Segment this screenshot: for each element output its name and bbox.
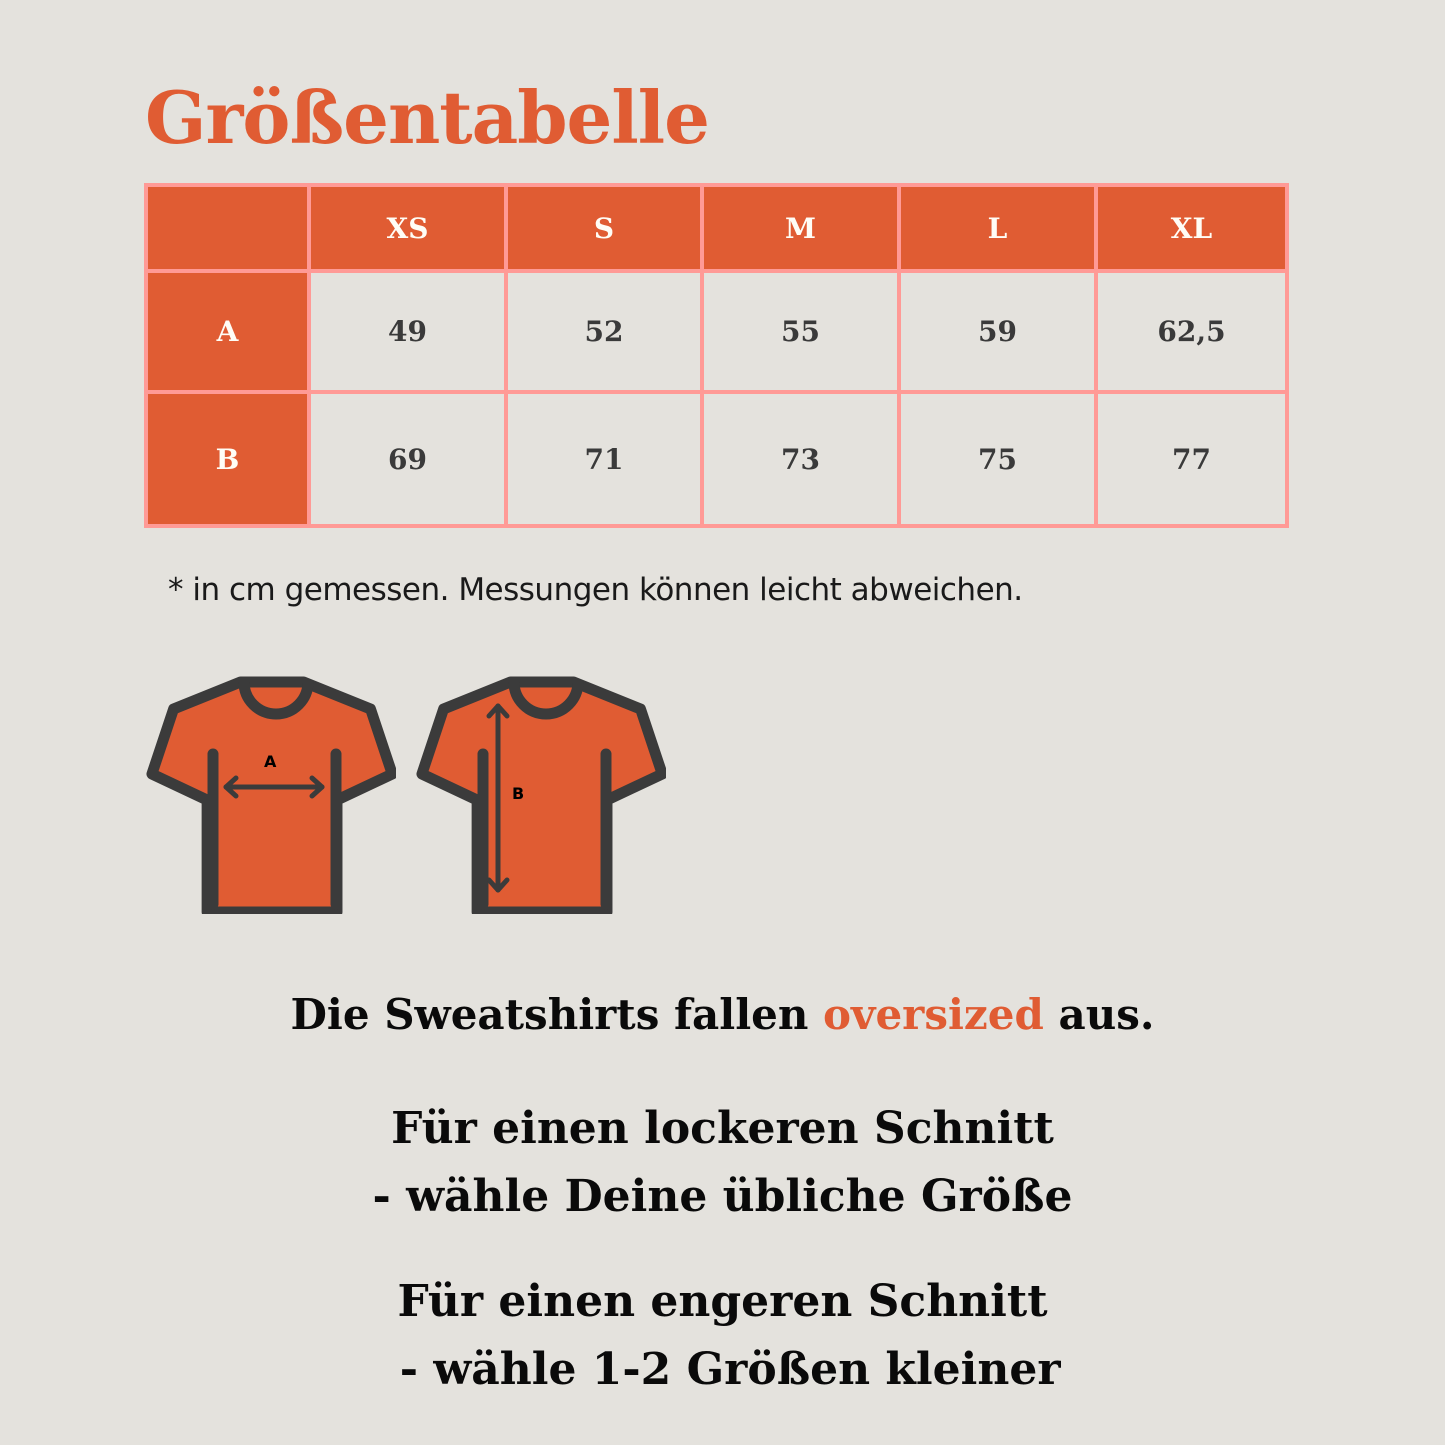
row-header-b: B: [146, 392, 309, 526]
tight-fit-instruction: - wähle 1-2 Größen kleiner: [384, 1344, 1061, 1395]
size-table: [144, 183, 1289, 528]
table-row: [146, 392, 1287, 526]
cell-a-xs: 49: [309, 271, 506, 392]
loose-fit-instruction: - wähle Deine übliche Größe: [372, 1171, 1073, 1222]
oversized-notice: [0, 990, 1445, 1039]
loose-fit-advice: [0, 1095, 1445, 1231]
cell-a-m: 55: [702, 271, 899, 392]
cell-a-xl: 62,5: [1096, 271, 1287, 392]
cell-b-l: 75: [899, 392, 1096, 526]
tshirt-width-icon: [146, 674, 396, 914]
table-header-row: [146, 185, 1287, 271]
oversized-highlight: oversized: [823, 990, 1044, 1039]
measure-label-a: A: [264, 752, 277, 771]
corner-cell: [146, 185, 309, 271]
tshirt-length-icon: [416, 674, 666, 914]
column-header-l: L: [899, 185, 1096, 271]
cell-b-xs: 69: [309, 392, 506, 526]
cell-a-s: 52: [506, 271, 702, 392]
column-header-m: M: [702, 185, 899, 271]
page-title: Größentabelle: [145, 75, 709, 160]
measure-label-b: B: [512, 784, 525, 803]
cell-b-m: 73: [702, 392, 899, 526]
measurement-note: * in cm gemessen. Messungen können leicht abweichen.: [168, 572, 1023, 608]
column-header-s: S: [506, 185, 702, 271]
table-row: [146, 271, 1287, 392]
column-header-xs: XS: [309, 185, 506, 271]
row-header-a: A: [146, 271, 309, 392]
oversized-notice-pre: Die Sweatshirts fallen: [290, 990, 824, 1039]
cell-a-l: 59: [899, 271, 1096, 392]
tight-fit-advice: [0, 1268, 1445, 1404]
loose-fit-title: Für einen lockeren Schnitt: [391, 1103, 1054, 1154]
tight-fit-title: Für einen engeren Schnitt: [397, 1276, 1048, 1327]
oversized-notice-post: aus.: [1043, 990, 1155, 1039]
column-header-xl: XL: [1096, 185, 1287, 271]
cell-b-xl: 77: [1096, 392, 1287, 526]
cell-b-s: 71: [506, 392, 702, 526]
